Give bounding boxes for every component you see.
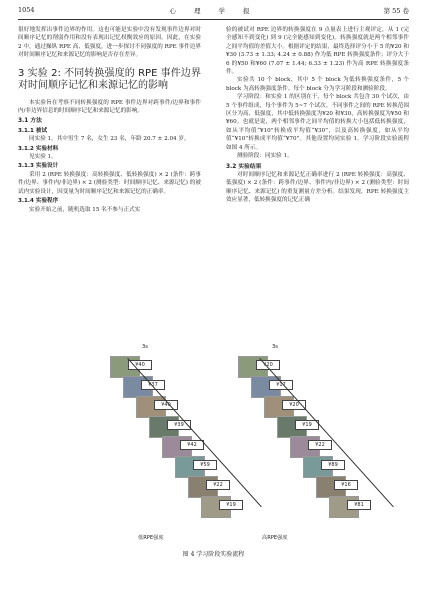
paragraph: 很好地发挥出事件边界的作用。这也可能是实验中没有发现事件边界对时间顺序记忆的削弱作用和没有表现出记忆权衡效应的原因。因此，在实验 2 中，通过操纵 RPE 高、低强度，进一步探讨不同强度的 RPE 事件边界对时间顺序记忆和来源记忆的影响是否存在差异。	[18, 27, 201, 59]
low-rpe-label: 低RPE强度	[138, 535, 164, 541]
price-label: ¥19	[295, 420, 319, 430]
paragraph: 采用 2 (RPE 转换强度：高转换强度、低转换强度) × 2 (条件：跨事件/边界、事件内/非边界) × 2 (测验类型：时间顺序记忆、来源记忆) 的被试内实验设计，因变量为时间顺序记忆和来源记忆的正确率。	[18, 171, 201, 195]
price-label: ¥16	[334, 480, 358, 490]
price-label: ¥59	[193, 460, 217, 470]
subsubsection-heading: 3.1.4 实验程序	[18, 198, 59, 205]
paragraph: 学习阶段：和实验 1 的区别在于，每个 block 共包含 30 个试次，由 5 个事件组成，每个事件为 5~7 个试次。不同事件之间的 RPE 转换范围区分为高、低强度，其中低转换强度为¥20 和¥30，高转换强度为¥50 和¥60。也就是说，两个相邻事件之间平均值的转换大小包括低转换强度，如从平均值“¥10”转换成平均值“¥30”，以及高转换强度，如从平均值“¥10”转换成平均值“¥70”。其他设置均同实验 1。学习阶段实验流程如图 4 所示。	[226, 94, 409, 151]
section-heading: 3 实验 2: 不同转换强度的 RPE 事件边界对时间顺序记忆和来源记忆的影响	[18, 67, 201, 92]
paragraph: 对时间顺序记忆和来源记忆正确率进行 2 (RPE 转换强度：高强度、低强度) × 2 (条件：跨事件/边界、事件内/非边界) × 2 (测验类型：时间顺序记忆、来源记忆) 的重复测量方差分析。结果发现，RPE 转换强度主效应显著，低转换强度的记忆正确	[226, 171, 409, 204]
time-label: 3s	[142, 344, 149, 350]
price-label: ¥20	[282, 400, 306, 410]
journal-name: 心 理 学 报	[169, 7, 258, 15]
price-label: ¥22	[206, 480, 230, 490]
price-label: ¥39	[167, 420, 191, 430]
figure-caption: 图 4 学习阶段实验流程	[182, 551, 245, 558]
subsection-heading: 3.1 方法	[18, 118, 42, 125]
running-header	[18, 6, 409, 18]
price-label: ¥81	[347, 500, 371, 510]
price-label: ¥17	[269, 380, 293, 390]
price-label: ¥42	[180, 440, 204, 450]
subsubsection-heading: 3.1.1 被试	[18, 127, 48, 134]
price-label: ¥22	[308, 440, 332, 450]
right-column	[226, 26, 409, 205]
subsubsection-heading: 3.1.3 实验设计	[18, 163, 59, 170]
page-number: 1054	[18, 6, 35, 14]
price-label: ¥20	[256, 360, 280, 370]
price-label: ¥89	[321, 460, 345, 470]
paragraph: 实验开始之前，随机选取 15 名不参与正式实	[29, 206, 141, 213]
paragraph: 实验共 10 个 block，其中 5 个 block 为低转换强度条件，5 个 block 为高转换强度条件。每个 block 分为学习阶段和测验阶段。	[226, 77, 409, 92]
figure-4	[110, 338, 410, 550]
volume-number: 第 55 卷	[383, 7, 409, 15]
paragraph: 同实验 1，其中男生 7 名，女生 23 名，年龄 20.7 ± 2.04 岁。	[29, 136, 190, 143]
time-label: 3s	[272, 344, 279, 350]
paragraph: 本实验旨在考察不同转换强度的 RPE 事件边界对跨事件/边界和事件内/非边界信息的时间顺序记忆和来源记忆的影响。	[18, 99, 201, 115]
price-label: ¥37	[141, 380, 165, 390]
left-column	[18, 26, 201, 214]
price-label: ¥40	[128, 360, 152, 370]
paragraph: 验的被试对 RPE 边界的转换强度在 9 点量表上进行主观评定，从 1 (完全感知不到变化) 到 9 (完全能感知到变化)。转换强度就是两个相邻事件之间平均值的差值大小。根据评定的结果，最终选择评分小于 5 的¥20 和¥30 (3.73 ± 1.33; 4.24 ± 0.88) 作为低 RPE 转换强度条件；评分大于 6 的¥50 和¥60 (7.07 ± 1.44; 6.33 ± 1.23) 作为高 RPE 转换强度条件。	[226, 27, 409, 76]
paragraph: 见实验 1。	[29, 154, 57, 161]
paragraph: 测验阶段：同实验 1。	[237, 153, 293, 160]
subsubsection-heading: 3.1.2 实验材料	[18, 145, 59, 152]
price-label: ¥40	[154, 400, 178, 410]
price-label: ¥19	[219, 500, 243, 510]
high-rpe-label: 高RPE强度	[262, 535, 288, 541]
subsection-heading: 3.2 实验结果	[226, 163, 262, 170]
header-rule	[18, 19, 409, 20]
